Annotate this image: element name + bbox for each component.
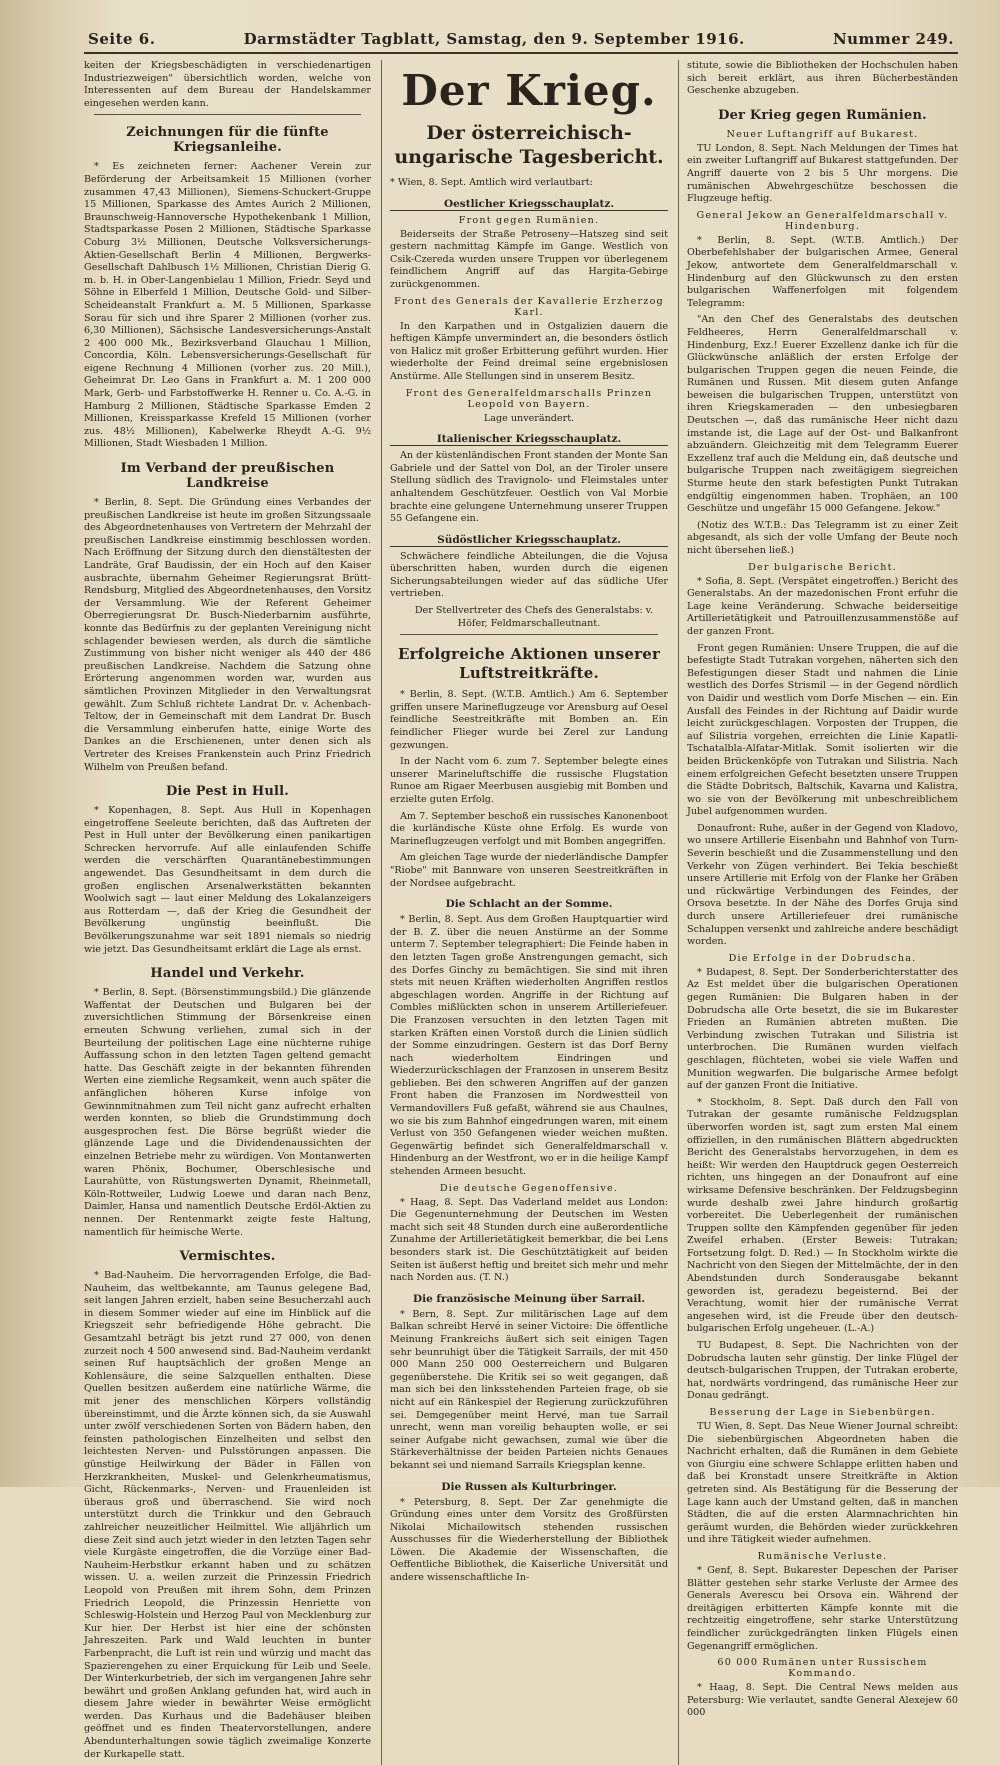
column-left [84, 60, 371, 1765]
masthead [84, 30, 958, 54]
paragraph-erzherzog-karl: In den Karpathen und in Ostgalizien dauern die heftigen Kämpfe unvermindert an, die besonders östlich von Halicz mit großer Erbitterung geführt wurden. Hier wiederholte der Feind dreimal seine ergebnislosen Anstürme. Alle Stellungen sind in unserem Besitz. [390, 320, 668, 382]
paragraph-somme: * Berlin, 8. Sept. Aus dem Großen Hauptquartier wird der B. Z. über die neuen Anstürme an der Somme unterm 7. September telegraphiert: Die Feinde haben in den letzten Tagen große Anstrengungen gemacht, sich des Dorfes Ginchy zu bemächtigen. Sie sind mit ihren stets mit neuen Kräften wiederholten Angriffen restlos abgeschlagen worden. Angriffe in der Richtung auf Combles mißlückten schon in unserem Artilleriefeuer. Die Franzosen versuchten in den letzten Tagen mit starken Kräften einen Vorstoß durch die Linien südlich der Somme einzudringen. Gestern ist das Dorf Berny nach wiederholtem Eindringen und Wiederzurückschlagen der Franzosen in unserem Besitz geblieben. Bei den schweren Angriffen auf der ganzen Front haben die Franzosen im Nordwestteil von Vermandovillers Fuß gefaßt, während sie aus Chaulnes, wo sie bis zum Bahnhof eingedrungen waren, mit einem Verlust von 350 Gefangenen wieder weichen mußten. Gegenwärtig befindet sich Generalfeldmarschall v. Hindenburg an der Westfront, wo er in die heilige Kampf stehenden Armeen besucht. [390, 914, 668, 1178]
paragraph-jekow-2: "An den Chef des Generalstabs des deutschen Feldheeres, Herrn Generalfeldmarschall v. Hindenburg, Exz.! Euerer Exzellenz danke ich für die Glückwünsche anläßlich der ersten Erfolge der bulgarischen Truppen gegen die neuen Feinde, die Rumänen und Russen. Mit diesem guten Anfange beweisen die bulgarischen Truppen, unterstützt von ihren Kriegskameraden — den unbesiegbaren Deutschen —, daß das rumänische Heer nicht dazu imstande ist, die Lage auf der Ost- und Balkanfront abzuändern. Gleichzeitig mit dem Telegramm Euerer Exzellenz traf auch die Meldung ein, daß deutsche und bulgarische Truppen nach zweitägigem siegreichen Sturme heute den stark befestigten Punkt Tutrakan endgültig eingenommen haben. Trophäen, an 100 Geschütze und ungefähr 15 000 Gefangene. Jekow." [687, 314, 958, 515]
paragraph-gegenoffensive: * Haag, 8. Sept. Das Vaderland meldet aus London: Die Gegenunternehmung der Deutschen im Westen macht sich seit 48 Stunden durch eine außerordentliche Zunahme der Artillerietätigkeit bemerkbar, die bei Lens besonders stark ist. Die Geschütztätigkeit auf beiden Seiten ist äußerst heftig und breitet sich mehr und mehr nach Norden aus. (T. N.) [390, 1196, 668, 1284]
heading-russen-kultur: Die Russen als Kulturbringer. [441, 1480, 617, 1493]
heading-vermischtes: Vermischtes. [179, 1249, 276, 1265]
heading-landkreise: Im Verband der preußischen Landkreise [120, 461, 335, 492]
paragraph-italienischer: An der küstenländischen Front standen der Monte San Gabriele und der Sattel von Dol, an der Tiroler unsere Stellung südlich des Travignolo- und Fleimstales unter anhaltendem Geschützfeuer. Oestlich von Val Morbie brachte eine gelungene Unternehmung unserer Truppen 55 Gefangene ein. [390, 450, 668, 525]
paragraph-luft-3: Am 7. September beschoß ein russisches Kanonenboot die kurländische Küste ohne Erfolg. Es wurde von Marineflugzeugen verfolgt und mit Bomben angegriffen. [390, 810, 668, 847]
heading-italienischer: Italienischer Kriegsschauplatz. [390, 433, 668, 446]
heading-suedoestlicher: Südöstlicher Kriegsschauplatz. [390, 534, 668, 547]
issue-number: Nummer 249. [832, 30, 954, 48]
report-intro: * Wien, 8. Sept. Amtlich wird verlautbart: [390, 177, 593, 188]
heading-gegenoffensive: Die deutsche Gegenoffensive. [439, 1182, 619, 1194]
column-right [678, 60, 958, 1765]
divider [94, 114, 361, 115]
subheading-dobrudscha: Die Erfolge in der Dobrudscha. [728, 952, 917, 964]
heading-handel: Handel und Verkehr. [150, 966, 305, 982]
subheading-front-rumaenien: Front gegen Rumänien. [458, 214, 600, 226]
heading-pest-hull: Die Pest in Hull. [165, 784, 289, 800]
paragraph-stockholm: * Stockholm, 8. Sept. Daß durch den Fall von Tutrakan der gesamte rumänische Feldzugsplan überworfen worden ist, sagt zum ersten Mal einem offiziellen, in den rumänischen Blättern abgedruckten Bericht des Generalstabs hervorzugehen, in dem es heißt: Wir werden den Hauptdruck gegen Oesterreich richten, uns hingegen an der Donaufront auf eine wirksame Defensive beschränken. Der Feldzugsbeginn wurde deshalb zwei Jahre hindurch großartig vorbereitet. Die Ueberlegenheit der rumänischen Truppen sollte den Kämpfenden gegenüber für jeden Zweifel erhaben. (Erster Beweis: Tutrakan; Fortsetzung folgt. D. Red.) — In Stockholm wirkte die Nachricht von den Siegen der Mittelmächte, der in den Abendstunden durch Sonderausgabe bekannt geworden ist, geradezu begeisternd. Bei der Verachtung, womit hier der rumänische Verrat angesehen wird, ist die Freude über den deutsch-bulgarischen Erfolg ungeheuer. (L.-A.) [687, 1096, 958, 1335]
paragraph-landkreise: * Berlin, 8. Sept. Die Gründung eines Verbandes der preußischen Landkreise ist heute im großen Sitzungssaale des Abgeordnetenhauses von Vertretern der Mehrzahl der preußischen Landkreise einstimmig beschlossen worden. Nach Eröffnung der Sitzung durch den dienstältesten der Landräte, Graf Baudissin, der ein Hoch auf den Kaiser ausbrachte, übernahm Geheimer Regierungsrat Brütt-Rendsburg, Mitglied des Abgeordnetenhauses, den Vorsitz der Versammlung. Wie der Referent Geheimer Oberregierungsrat Dr. Busch-Niederbarnim ausführte, konnte das Bedürfnis zu der geplanten Vereinigung nicht schlagender bewiesen werden, als durch die sämtliche Zustimmung von bisher nicht weniger als 440 der 486 preußischen Landkreise. Nachdem die Satzung ohne Erörterung angenommen worden war, wurden aus sämtlichen Provinzen Mitglieder in den Verwaltungsrat gewählt. Zum Schluß richtete Landrat Dr. v. Achenbach-Teltow, der in Gemeinschaft mit dem Landrat Dr. Busch die Versammlung einberufen hatte, einige Worte des Dankes an die Erschienenen, unter denen sich als Vertreter des Kreises Frankenstein auch Prinz Friedrich Wilhelm von Preußen befand. [84, 497, 371, 773]
heading-somme: Die Schlacht an der Somme. [445, 898, 613, 911]
columns [84, 60, 958, 1760]
paragraph-handel: * Berlin, 8. Sept. (Börsenstimmungsbild.) Die glänzende Waffentat der Deutschen und Bulgaren bei der zuversichtlichen Stimmung der Börsenkreise einen erneuten Schwung verliehen, zumal sich in der Beurteilung der politischen Lage eine nüchterne ruhige Auffassung schon in den letzten Tagen geltend gemacht hatte. Das Geschäft zeigte in der bekannten führenden Werten eine ziemliche Regsamkeit, wenn auch später die anfänglichen höheren Kurse infolge von Gewinnmitnahmen zum Teil nicht ganz aufrecht erhalten werden konnten, so blieb die Grundstimmung doch ausgesprochen fest. Die Börse begrüßt wieder die glänzende Lage und die Dividendenaussichten der einzelnen Betriebe mehr zu würdigen. Von Montanwerten waren Phönix, Bochumer, Oberschlesische und Laurahütte, von Rüstungswerten Dynamit, Rheinmetall, Köln-Rottweiler, Ludwig Loewe und daran nach Benz, Daimler, Hansa und namentlich Deutsche Erdöl-Aktien zu nennen. Der Rentenmarkt zeigte feste Haltung, namentlich für heimische Werte. [84, 987, 371, 1238]
subheading-erzherzog-karl: Front des Generals der Kavallerie Erzherzog Karl. [394, 295, 664, 318]
newspaper-date-line: Darmstädter Tagblatt, Samstag, den 9. September 1916. [243, 30, 745, 48]
paragraph-bulg-2: Front gegen Rumänien: Unsere Truppen, die auf die befestigte Stadt Tutrakan vorgehen, näherten sich den Befestigungen dieser Stadt und nahmen die Linie westlich des Dorfes Strismil — in der Gegend nördlich von Daidir und westlich vom Dorfe Mischen — ein. Ein Ausfall des Feindes in der Richtung auf Daidir wurde leicht zurückgeschlagen. Vorposten der Truppen, die auf Silistria vorgehen, erreichten die Linie Kapatli-Tschatalbla-Alfatar-Mitlak. Somit isolierten wir die beiden Brückenköpfe von Tutrakan und Silistria. Nach einem erfolgreichen Gefecht besetzten unsere Truppen die Städte Dobritsch, Baltschik, Kavarna und Kalistra, wo sie von der Bevölkerung mit unbeschreiblichem Jubel aufgenommen wurden. [687, 642, 958, 818]
paragraph-bulg-1: * Sofia, 8. Sept. (Verspätet eingetroffen.) Bericht des Generalstabs. An der mazedonischen Front erfuhr die Lage keine Veränderung. Schwache beiderseitige Artillerietätigkeit und Patrouillenzusammenstöße auf der ganzen Front. [687, 575, 958, 637]
subheading-luftangriff-bukarest: Neuer Luftangriff auf Bukarest. [726, 128, 919, 140]
paragraph-jekow-1: * Berlin, 8. Sept. (W.T.B. Amtlich.) Der Oberbefehlshaber der bulgarischen Armee, General Jekow, antwortete dem Generalfeldmarschall v. Hindenburg auf den Glückwunsch zu den ersten bulgarischen Waffenerfolgen mit folgendem Telegramm: [687, 234, 958, 309]
heading-krieg-rumaenien: Der Krieg gegen Rumänien. [718, 107, 927, 123]
heading-sarrail: Die französische Meinung über Sarrail. [413, 1292, 645, 1305]
paragraph-continued: stitute, sowie die Bibliotheken der Hochschulen haben sich bereit erklärt, aus ihren Bücherbeständen Geschenke abzugeben. [687, 60, 958, 97]
paragraph-front-rumaenien: Beiderseits der Straße Petroseny—Hatszeg sind seit gestern nachmittag Kämpfe im Gange. Westlich von Csik-Czereda wurden unsere Truppen vor überlegenem feindlichem Angriff auf das Hargita-Gebirge zurückgenommen. [390, 228, 668, 290]
paragraph-russen-kultur: * Petersburg, 8. Sept. Der Zar genehmigte die Gründung eines unter dem Vorsitz des Großfürsten Nikolai Michailowitsch stehenden russischen Ausschusses für die Wiederherstellung der Bibliothek Löwen. Die Akademie der Wissenschaften, die Oeffentliche Bibliothek, die Kaiserliche Universität und andere wissenschaftliche In- [390, 1496, 668, 1584]
heading-luftstreitkraefte: Erfolgreiche Aktionen unserer Luftstreitkräfte. [397, 645, 661, 683]
paragraph-luftangriff: TU London, 8. Sept. Nach Meldungen der Times hat ein zweiter Luftangriff auf Bukarest stattgefunden. Der Angriff dauerte von 2 bis 5 Uhr morgens. Die rumänischen Abwehrgeschütze beschossen die Flugzeuge heftig. [687, 142, 958, 205]
paragraph-siebenbuergen: TU Wien, 8. Sept. Das Neue Wiener Journal schreibt: Die siebenbürgischen Abgeordneten haben die Nachricht erhalten, daß die Rumänen in dem Gebiete von Giurgiu eine schwere Schlappe erlitten haben und daß bei Kronstadt unsere Streitkräfte in Aktion getreten sind. Als Bestätigung für die Besserung der Lage kann auch der Umstand gelten, daß in manchen Städten, die auf die ersten Alarmnachrichten hin geräumt wurden, die Behörden wieder zurückkehren und ihre Tätigkeit wieder aufnehmen. [687, 1421, 958, 1546]
paragraph-suedoestlicher: Schwächere feindliche Abteilungen, die die Vojusa überschritten haben, wurden durch die eigenen Sicherungsabteilungen wieder auf das südliche Ufer vertrieben. [390, 550, 668, 600]
paragraph-luft-1: * Berlin, 8. Sept. (W.T.B. Amtlich.) Am 6. September griffen unsere Marineflugzeuge vor Arensburg auf Oesel feindliche Seestreitkräfte mit Bomben an. Ein feindlicher Flieger wurde bei Zerel zur Landung gezwungen. [390, 689, 668, 751]
paragraph-luft-2: In der Nacht vom 6. zum 7. September belegte eines unserer Marineluftschiffe die russische Flugstation Runoe am Rigaer Meerbusen ausgiebig mit Bomben und erzielte guten Erfolg. [390, 756, 668, 805]
paragraph-sarrail: * Bern, 8. Sept. Zur militärischen Lage auf dem Balkan schreibt Hervé in seiner Victoire: Die öffentliche Meinung Frankreichs äußert sich seit einigen Tagen sehr beunruhigt über die Tätigkeit Sarrails, der mit 450 000 Mann 250 000 Oesterreichern und Bulgaren gegenüberstehe. Die Kritik sei so weit gegangen, daß man sich bei den linksstehenden Parteien frage, ob sie nicht auf ein Ränkespiel der Regierung zurückzuführen sei. Demgegenüber meint Hervé, man tue Sarrail unrecht, wenn man voreilig behaupten wolle, er sei seiner Aufgabe nicht gewachsen, zumal wie über die Stärkeverhältnisse der beiden Parteien nichts Genaues bekannt sei und niemand Sarrails Kriegsplan kenne. [390, 1308, 668, 1471]
paragraph-bulg-3: Donaufront: Ruhe, außer in der Gegend von Kladovo, wo unsere Artillerie Eisenbahn und Bahnhof von Turn-Severin beschießt und die Zusammenstellung und den Verkehr von Zügen verhindert. Bei Tekia beschießt unsere Artillerie mit Erfolg von der Flanke her Gräben und rückwärtige Verbindungen des Feindes, der Orsova besetzte. In der Nähe des Dorfes Gruja sind durch unsere Artilleriefeuer drei rumänische Schaluppen versenkt und zahlreiche andere beschädigt worden. [687, 822, 958, 948]
paragraph-dobrudscha: * Budapest, 8. Sept. Der Sonderberichterstatter des Az Est meldet über die bulgarischen Operationen gegen Rumänien: Die Bulgaren haben in der Dobrudscha alle Orte besetzt, die sie im Bukarester Frieden an Rumänien abtreten mußten. Die Verbindung zwischen Tutrakan und Silistria ist unterbrochen. Die Rumänen wurden vielfach geschlagen, flüchteten, wobei sie viele Waffen und Munition wegwarfen. Die bulgarische Armee befolgt auf der ganzen Front die Initiative. [687, 966, 958, 1092]
main-subtitle: Der österreichisch-ungarische Tagesbericht. [394, 122, 664, 168]
subheading-siebenbuergen: Besserung der Lage in Siebenbürgen. [709, 1407, 936, 1418]
paragraph-russisches-kommando: * Haag, 8. Sept. Die Central News melden aus Petersburg: Wie verlautet, sandte General Alexejew 60 000 [687, 1682, 958, 1719]
subheading-rumaenische-verluste: Rumänische Verluste. [757, 1550, 888, 1562]
paragraph-pest-hull: * Kopenhagen, 8. Sept. Aus Hull in Kopenhagen eingetroffene Seeleute berichten, daß das Auftreten der Pest in Hull unter der Bevölkerung einen panikartigen Schrecken hervorrufe. Auf alle einlaufenden Schiffe werden die verschärften Quarantänebestimmungen angewendet. Das Gesundheitsamt in dem durch die großen englischen Arsenalwerkstätten bekannten Woolwich sagt — laut einer Meldung des Lokalanzeigers aus Rotterdam —, daß der Krieg die Gesundheit der Bevölkerung ungünstig beeinflußt. Die Bevölkerungszunahme war seit 1891 niemals so niedrig wie jetzt. Das Gesundheitsamt erklärt die Lage als ernst. [84, 805, 371, 955]
paragraph-bad-nauheim: * Bad-Nauheim. Die hervorragenden Erfolge, die Bad-Nauheim, das weltbekannte, am Taunus gelegene Bad, seit langen Jahren erzielt, haben seine Besucherzahl auch in diesem Sommer wieder auf eine im Hinblick auf die Kriegszeit sehr befriedigende Höhe gebracht. Die Gesamtzahl beträgt bis jetzt rund 27 000, von denen zurzeit noch 4 500 anwesend sind. Bad-Nauheim verdankt seinen Ruf hauptsächlich der großen Menge an Kohlensäure, die seine Salzquellen enthalten. Diese Quellen besitzen außerdem eine natürliche Wärme, die mit jener des menschlichen Körpers vollständig übereinstimmt, und die Ärzte können sich, da sie Auswahl unter zwölf verschiedenen Sorten von Bädern haben, den feinsten pathologischen Einzelheiten und selbst den leichtesten Nerven- und Pulsstörungen anpassen. Die günstige Heilwirkung der Bäder in Fällen von Herzkrankheiten, Muskel- und Gelenkrheumatismus, Gicht, Rückenmarks-, Nerven- und Frauenleiden ist überaus groß und überraschend. Sie wird noch unterstützt durch die Trinkkur und den Gebrauch zahlreicher neuzeitlicher Heilmittel. Wie alljährlich um diese Zeit sind auch jetzt wieder in den letzten Tagen sehr viele Kurgäste eingetroffen, die die Vorzüge einer Bad-Nauheim-Herbstkur erkannt haben und zu schätzen wissen. U. a. weilen zurzeit die Prinzessin Friedrich Leopold von Preußen mit ihrem Sohn, dem Prinzen Friedrich Leopold, die Prinzessin Henriette von Schleswig-Holstein und Herzog Paul von Mecklenburg zur Kur hier. Der Herbst ist hier eine der schönsten Jahreszeiten. Park und Wald leuchten in bunter Farbenpracht, die Luft ist rein und würzig und macht das Spazierengehen zu einer Erquickung für Leib und Seele. Der Winterkurbetrieb, der sich im vergangenen Jahre sehr bewährt und großen Anklang gefunden hat, wird auch in diesem Jahre wieder in bewährter Weise ermöglicht werden. Das Kurhaus und die Badehäuser bleiben geöffnet und es finden Theatervorstellungen, andere Abendunterhaltungen sowie täglich zweimalige Konzerte der Kurkapelle statt. [84, 1270, 371, 1760]
paragraph-budapest: TU Budapest, 8. Sept. Die Nachrichten von der Dobrudscha lauten sehr günstig. Der linke Flügel der deutsch-bulgarischen Truppen, der Tutrakan eroberte, hat, nordwärts vordringend, das rumänische Heer zur Donau gedrängt. [687, 1340, 958, 1402]
heading-kriegsanleihe: Zeichnungen für die fünfte Kriegsanleihe. [126, 125, 329, 156]
subheading-russisches-kommando: 60 000 Rumänen unter Russischem Kommando. [717, 1657, 928, 1680]
column-middle [381, 60, 668, 1765]
intro-paragraph: keiten der Kriegsbeschädigten in verschiedenartigen Industriezweigen" übersichtlich worden, welche von Interessenten auf dem Bureau der Handelskammer eingesehen werden kann. [84, 60, 371, 109]
subheading-prinz-leopold: Front des Generalfeldmarschalls Prinzen Leopold von Bayern. [405, 387, 653, 410]
page-number: Seite 6. [88, 30, 156, 48]
paragraph-verluste: * Genf, 8. Sept. Bukarester Depeschen der Pariser Blätter gestehen sehr starke Verluste der Armee des Generals Averescu bei Orsova ein. Während der dreitägigen erbitterten Kämpfe konnte mit die rechtzeitig eingetroffene, sehr starke Unterstützung feindlicher zurückgedrängten linken Flügels einen Gegenangriff ermöglichen. [687, 1564, 958, 1652]
main-title: Der Krieg. [401, 66, 657, 115]
subheading-jekow: General Jekow an Generalfeldmarschall v. Hindenburg. [696, 209, 949, 232]
paragraph-jekow-3: (Notiz des W.T.B.: Das Telegramm ist zu einer Zeit abgesandt, als sich der volle Umfang der Beute noch nicht übersehen ließ.) [687, 519, 958, 556]
paragraph-prinz-leopold: Lage unverändert. [483, 412, 575, 424]
divider [400, 634, 658, 635]
paragraph-kriegsanleihe: * Es zeichneten ferner: Aachener Verein zur Beförderung der Arbeitsamkeit 15 Millionen (vorher zusammen 47,43 Millionen), Siemens-Schuckert-Gruppe 15 Millionen, Sparkasse des Amtes Aurich 2 Millionen, Braunschweig-Hannoversche Hypothekenbank 1 Million, Stadtsparkasse Posen 2 Millionen, Städtische Sparkasse Coburg 3½ Millionen, Deutsche Volksversicherungs-Aktien-Gesellschaft Berlin 4 Millionen, Bergwerks-Gesellschaft Dahlbusch 1½ Millionen, Christian Dierig G. m. b. H. in Ober-Langenbielau 1 Million, Friedr. Seyd und Söhne in Elberfeld 1 Million, Deutsche Gold- und Silber-Scheideanstalt Frankfurt a. M. 5 Millionen, Sparkasse Sorau für sich und ihre Sparer 2 Millionen (vorher zus. 6,30 Millionen), Sächsische Landesversicherungs-Anstalt 2 400 000 Mk., Bezirksverband Glauchau 1 Million, Concordia, Köln. Lebensversicherungs-Gesellschaft für eigene Rechnung 4 Millionen (vorher zus. 20 Mill.), Geheimrat Dr. Leo Gans in Frankfurt a. M. 1 200 000 Mark, Gerb- und Farbstoffwerke H. Renner u. Co. A.-G. in Hamburg 2 Millionen, Städtische Sparkasse Emden 2 Millionen, Kreissparkasse Krefeld 15 Millionen (vorher zus. 48½ Millionen), Kabelwerke Rheydt A.-G. 9½ Millionen, Stadt Wiesbaden 1 Million. [84, 161, 371, 450]
signature-hoefer: Der Stellvertreter des Chefs des Generalstabs: v. Höfer, Feldmarschalleutnant. [414, 605, 654, 629]
heading-oestlicher: Oestlicher Kriegsschauplatz. [390, 198, 668, 211]
paragraph-luft-4: Am gleichen Tage wurde der niederländische Dampfer "Riobe" mit Bannware von unseren Seestreitkräften in der Nordsee aufgebracht. [390, 852, 668, 889]
subheading-bulgarischer-bericht: Der bulgarische Bericht. [748, 561, 897, 573]
